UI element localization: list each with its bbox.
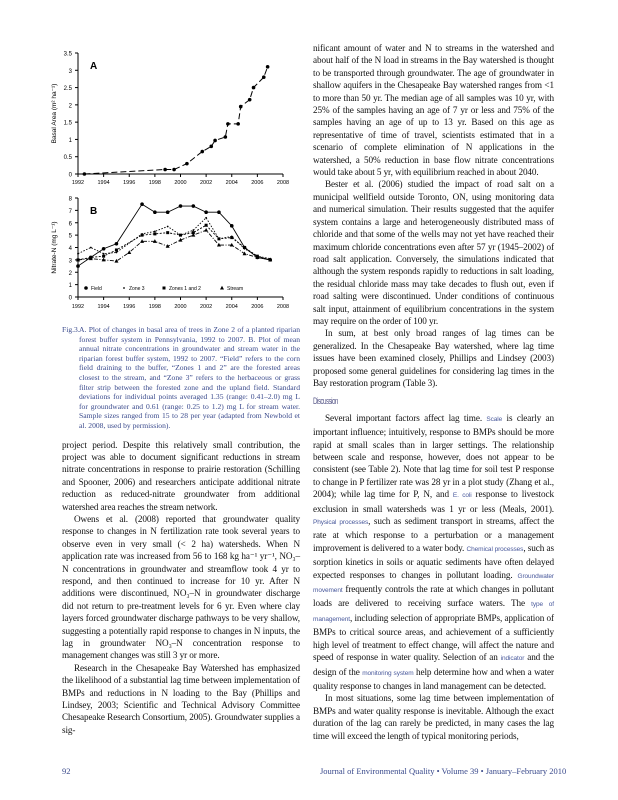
text-run: , such as sediment transport in streams, affect the rate at which response to a perturbation or a management improvement is delivered to a water body.: [313, 516, 554, 553]
x-tick-label: 2000: [174, 180, 187, 186]
x-tick-label: 2006: [251, 180, 264, 186]
y-tick-label: 1: [68, 137, 72, 144]
data-point: [166, 231, 169, 234]
emphasized-term: E. coli: [452, 492, 472, 500]
text-run: frequently controls the rate at which changes in pollutant loads are delivered to receiving surface waters. The: [313, 584, 554, 609]
x-tick-label: 2008: [276, 180, 290, 186]
x-tick-label: 2002: [200, 180, 213, 186]
x-tick-label: 1998: [148, 180, 161, 186]
paragraph: [313, 412, 554, 693]
y-tick-label: 3.5: [63, 51, 72, 58]
paragraph: [62, 439, 300, 513]
y-tick-label: 7: [68, 208, 72, 215]
data-point: [266, 65, 270, 69]
data-point: [248, 98, 252, 102]
text-run: Bester et al. (2006) studied the impact of road salt on a municipal wellfield outside Toronto, ON, using monitoring data and numerical simulation. Their results suggested that the aquifer system contains a large and heterogeneously distributed mass of chloride and that some of the wells may not yet have reached their maximum chloride concentrations even after 57 yr (1945–2002) of road salt application. Conversely, the simulations indicated that although the system responds rapidly to reductions in salt loading, the residual chloride mass may take decades to flush out, even if road salting were discontinued. Under conditions of continuous salt input, attainment of equilibrium concentrations in the system may require on the order of 100 yr.: [313, 179, 554, 326]
y-tick-label: 0: [68, 295, 72, 302]
data-point: [114, 259, 118, 263]
emphasized-term: type of management: [313, 601, 554, 623]
text-run: Several important factors affect lag time.: [325, 412, 487, 423]
text-run: In most situations, some lag time between implementation of BMPs and water quality response is inevitable. Although the exact duration of the lag can rarely be predicted, in many cases the lag time will exceed the length of typical monitoring periods,: [313, 693, 554, 741]
data-point: [90, 247, 92, 249]
data-point: [102, 247, 106, 251]
legend-label: Zone 3: [129, 286, 145, 292]
text-run: response to livestock exclusion in small watersheds was 1 yr or less (Meals, 2001).: [313, 489, 554, 514]
left-flow: [62, 325, 300, 736]
data-point: [115, 248, 118, 251]
data-point: [153, 232, 156, 235]
text-run: is clearly an important influence; intuitively, response to BMPs should be more rapid at small scales than in larger settings. The relationship between scale and response, however, does not appear to be consistent (see Table 2). Note that lag time for soil test P response to change in P fertilizer rate was 28 yr in a plot study (Zhang et al., 2004); while lag time for P, N, and: [313, 412, 554, 500]
text-run: , including selection of appropriate BMPs, application of BMPs to critical source areas, and achievement of a sufficiently high level of treatment to effect change, will affect the nature and speed of response in water quality. Selection of an: [313, 612, 554, 663]
left-column: [62, 439, 300, 737]
data-point: [166, 210, 170, 214]
data-point: [77, 253, 79, 255]
data-point: [103, 253, 105, 255]
y-tick-label: 0: [68, 172, 72, 179]
y-axis-label: Basal Area (m² ha⁻¹): [51, 83, 58, 144]
caption-text: A. Plot of changes in basal area of trees in Zone 2 of a planted riparian forest buffer system in Pennsylvania, 1992 to 2007. B. Plot of mean annual nitrate concentrations in groundwater and stream water in the riparian forest buffer system, 1992 to 2007. “Field” refers to the corn field draining to the buffer, “Zones 1 and 2” are the forested areas closest to the stream, and “Zone 3” refers to the herbaceous or grass filter strip between the forested zone and the upland field. Standard deviations for individual points averaged 1.35 (range: 0.41–2.0) mg L for groundwater and 0.61 (range: 0.25 to 1.2) mg L for stream water. Sample sizes ranged from 15 to 28 per year (adapted from Newbold et al. 2008, used by permission).: [79, 325, 300, 430]
emphasized-term: Groundwater movement: [313, 572, 554, 595]
figure-3: [0, 0, 310, 322]
y-tick-label: 3: [68, 258, 72, 265]
data-point: [209, 145, 213, 149]
x-tick-label: 2008: [276, 304, 290, 310]
legend-marker: [163, 287, 166, 290]
data-point: [172, 168, 176, 172]
data-point: [230, 224, 234, 228]
emphasized-term: Physical processes: [313, 519, 369, 527]
data-point: [116, 252, 118, 254]
data-point: [236, 122, 240, 126]
legend-label: Zones 1 and 2: [169, 286, 201, 292]
data-point: [224, 135, 228, 139]
text-run: , such as sorption kinetics in soils or aquatic sediments have often delayed expected responses to changes in pollutant loading.: [313, 542, 554, 580]
data-point: [262, 75, 266, 79]
x-tick-label: 1994: [97, 304, 110, 310]
text-run: Research in the Chesapeake Bay Watershed has emphasized the likelihood of a substantial lag time between implementation of BMPs and reductions in N loading to the Bay (Phillips and Lindsey, 2003; Scientific and Technical Advisory Committee Chesapeake Research Consortium, 2005). Groundwater supplies a sig-: [62, 662, 300, 735]
y-tick-label: 4: [68, 246, 72, 252]
data-point: [153, 210, 157, 214]
x-tick-label: 1998: [148, 304, 161, 310]
x-tick-label: 2004: [225, 304, 238, 310]
section-heading: Discussion: [313, 396, 338, 407]
y-tick-label: 6: [68, 221, 72, 228]
emphasized-term: indicator: [500, 655, 525, 663]
data-point: [252, 86, 256, 90]
text-run: nificant amount of water and N to streams in the watershed and about half of the N load in streams in the Bay watershed is thought to be transported through groundwater. The age of groundwater in shallow aquifers in the Chesapeake Bay watershed ranges from <1 to more than 50 yr. The median age of all samples was 10 yr, with 25% of the samples having an age of 7 yr or less and 75% of the samples having an age of up to 13 yr. Based on this age as representative of time of travel, scientists estimated that in a scenario of complete elimination of N applications in the watershed, a 50% reduction in base flow nitrate concentrations would take about 5 yr, with equilibrium reached in about 2040.: [313, 43, 554, 178]
data-point: [83, 172, 87, 176]
data-point: [141, 234, 144, 237]
x-tick-label: 2000: [174, 304, 187, 310]
data-point: [239, 105, 243, 109]
figure-caption: [62, 325, 300, 431]
data-point: [217, 210, 221, 214]
paragraph: [313, 327, 554, 389]
emphasized-term: monitoring system: [362, 669, 414, 677]
series-line: [84, 67, 267, 174]
journal-footer: Journal of Environmental Quality • Volume 39 • January–February 2010: [320, 766, 567, 776]
paragraph: [313, 178, 554, 327]
page-number: 92: [62, 766, 71, 776]
paragraph: [62, 513, 300, 662]
data-point: [243, 251, 247, 255]
x-tick-label: 2004: [225, 180, 238, 186]
data-point: [185, 162, 189, 166]
legend-marker: [220, 286, 224, 290]
paragraph: [313, 692, 554, 742]
y-axis-label: Nitrate-N (mg L⁻¹): [51, 221, 58, 274]
data-point: [163, 168, 167, 172]
data-point: [213, 139, 217, 143]
series-line-stream: [78, 230, 270, 261]
right-column: [313, 42, 554, 742]
x-tick-label: 1996: [123, 180, 136, 186]
panel-label: A: [90, 61, 98, 72]
data-point: [179, 204, 183, 208]
data-point: [192, 229, 194, 231]
panel-label: B: [90, 206, 98, 217]
text-run: help determine how and when a water quality response to changes in land management can be detected.: [313, 666, 554, 691]
data-point: [217, 237, 220, 240]
x-tick-label: 2006: [251, 304, 264, 310]
caption-label: Fig.3.: [62, 325, 80, 334]
legend-label: Field: [91, 286, 102, 292]
x-tick-label: 1992: [71, 180, 85, 186]
data-point: [204, 210, 208, 214]
data-point: [204, 228, 208, 232]
x-tick-label: 1992: [71, 304, 85, 310]
legend-label: Stream: [227, 286, 244, 292]
text-run: project period. Despite this relatively small contribution, the project was able to document significant reductions in stream nitrate concentrations in response to prairie restoration (Schilling and Spooner, 2006) and researchers anticipate additional nitrate reduction as reduced-nitrate groundwater from additional watershed area reaches the stream network.: [62, 439, 300, 512]
emphasized-term: Scale: [486, 415, 503, 423]
legend-marker: [123, 287, 125, 289]
data-point: [154, 231, 156, 233]
y-tick-label: 5: [68, 233, 72, 240]
legend-marker: [84, 286, 88, 290]
data-point: [230, 236, 233, 239]
data-point: [200, 150, 204, 154]
x-tick-label: 1994: [97, 180, 110, 186]
data-point: [192, 204, 196, 208]
data-point: [140, 202, 144, 206]
text-run: In sum, at best only broad ranges of lag times can be generalized. In the Chesapeake Bay watershed, where lag time issues have been examined closely, Phillips and Lindsey (2003) proposed some general guidelines for considering lag times in the Bay restoration program (Table 3).: [313, 328, 554, 388]
data-point: [226, 122, 230, 126]
data-point: [115, 242, 119, 246]
x-tick-label: 1996: [123, 304, 136, 310]
y-tick-label: 1: [68, 283, 72, 290]
series-line-field: [78, 204, 270, 266]
y-tick-label: 8: [68, 196, 72, 203]
data-point: [76, 264, 80, 268]
y-tick-label: 3: [68, 68, 72, 75]
data-point: [205, 224, 208, 227]
series-line-zone-3: [78, 218, 270, 259]
x-tick-label: 2002: [200, 304, 213, 310]
y-tick-label: 2.5: [63, 86, 72, 93]
data-point: [167, 226, 169, 228]
y-tick-label: 2: [68, 103, 72, 110]
text-run: and the design of the: [313, 652, 554, 677]
y-tick-label: 2: [68, 270, 72, 277]
data-point: [179, 234, 182, 237]
data-point: [243, 246, 246, 249]
y-tick-label: 1.5: [63, 120, 72, 127]
data-point: [205, 217, 207, 219]
emphasized-term: Chemical processes: [466, 545, 524, 553]
y-tick-label: 0.5: [63, 155, 72, 162]
data-point: [102, 255, 105, 258]
text-run: Owens et al. (2008) reported that groundwater quality response to changes in N fertilization rate took several years to observe even in very small (< 2 ha) watersheds. When N application rate was increased from 56 to 168 kg ha⁻¹ yr⁻¹, NO₃–N concentrations in groundwater and streamflow took 4 yr to respond, and then continued to increase for 10 yr. After N additions were discontinued, NO₃–N in groundwater discharge did not return to pre-treatment levels for 6 yr. Even where clay layers forced groundwater discharge pathways to be very shallow, suggesting a potentially rapid response to changes in N inputs, the lag in groundwater NO₃–N concentration response to management changes was still 3 yr or more.: [62, 513, 300, 661]
paragraph: [313, 42, 554, 178]
paragraph: [62, 662, 300, 736]
